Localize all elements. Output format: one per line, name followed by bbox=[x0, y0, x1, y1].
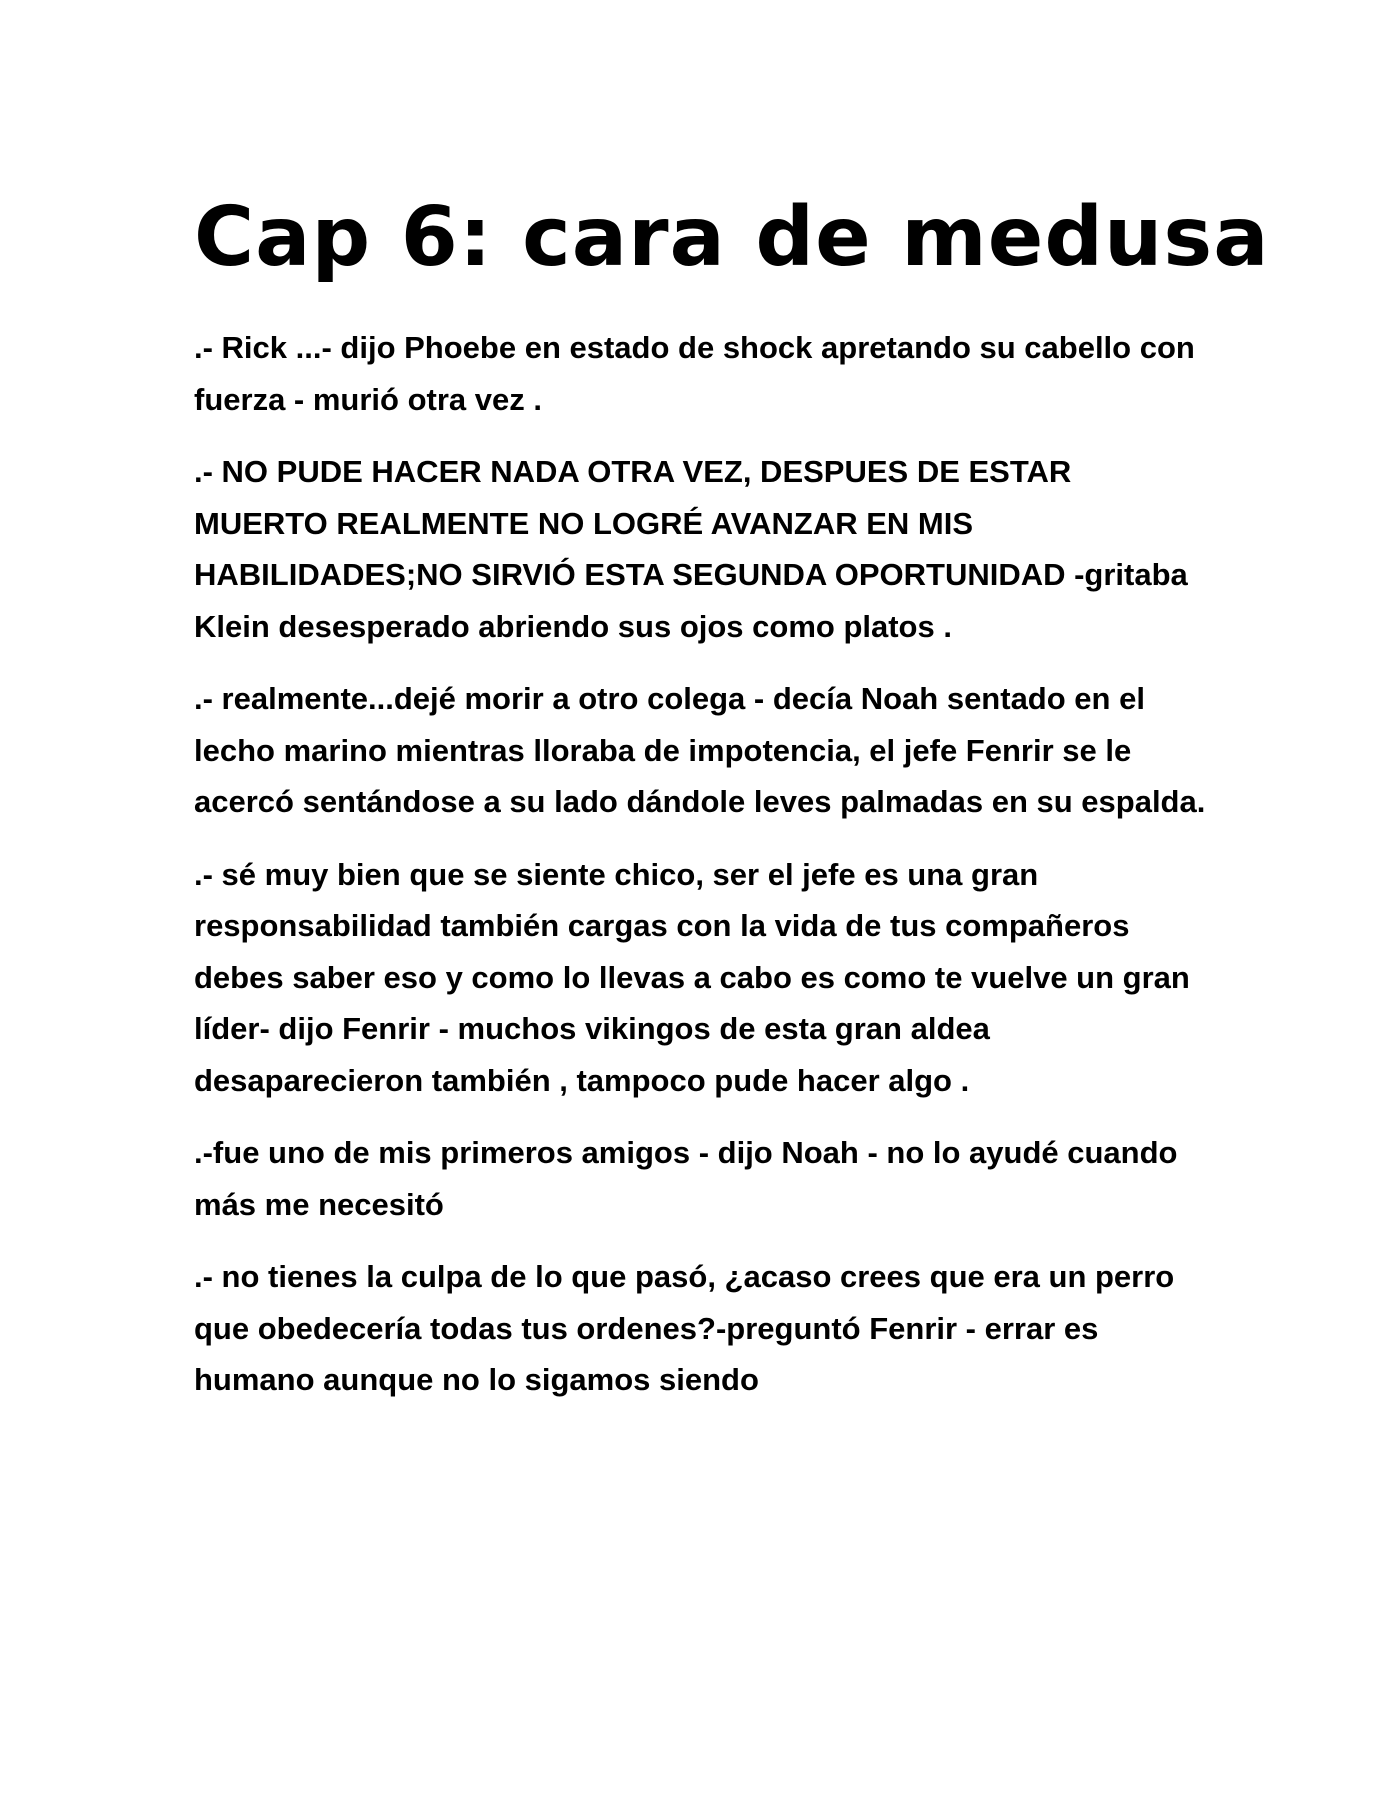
paragraph: .- Rick ...- dijo Phoebe en estado de shock apretando su cabello con fuerza - murió otra vez . bbox=[194, 330, 1195, 417]
chapter-title: Cap 6: cara de medusa bbox=[194, 190, 1270, 285]
paragraph: .- NO PUDE HACER NADA OTRA VEZ, DESPUES DE ESTAR MUERTO REALMENTE NO LOGRÉ AVANZAR EN MIS HABILIDADES;NO SIRVIÓ ESTA SEGUNDA OPORTUNIDAD -gritaba Klein desesperado abriendo sus ojos como platos . bbox=[194, 454, 1188, 644]
paragraph: .- no tienes la culpa de lo que pasó, ¿acaso crees que era un perro que obedecería todas tus ordenes?-preguntó Fenrir - errar es humano aunque no lo sigamos siendo bbox=[194, 1259, 1175, 1397]
paragraph: .- sé muy bien que se siente chico, ser el jefe es una gran responsabilidad también cargas con la vida de tus compañeros debes saber eso y como lo llevas a cabo es como te vuelve un gran líder- dijo Fenrir - muchos vikingos de esta gran aldea desaparecieron también , tampoco pude hacer algo . bbox=[194, 856, 1190, 1098]
paragraph: .- realmente...dejé morir a otro colega - decía Noah sentado en el lecho marino mientras lloraba de impotencia, el jefe Fenrir se le acercó sentándose a su lado dándole leves palmadas en su espalda. bbox=[194, 681, 1206, 819]
chapter-body bbox=[194, 322, 1210, 1427]
paragraph: .-fue uno de mis primeros amigos - dijo Noah - no lo ayudé cuando más me necesitó bbox=[194, 1135, 1178, 1222]
